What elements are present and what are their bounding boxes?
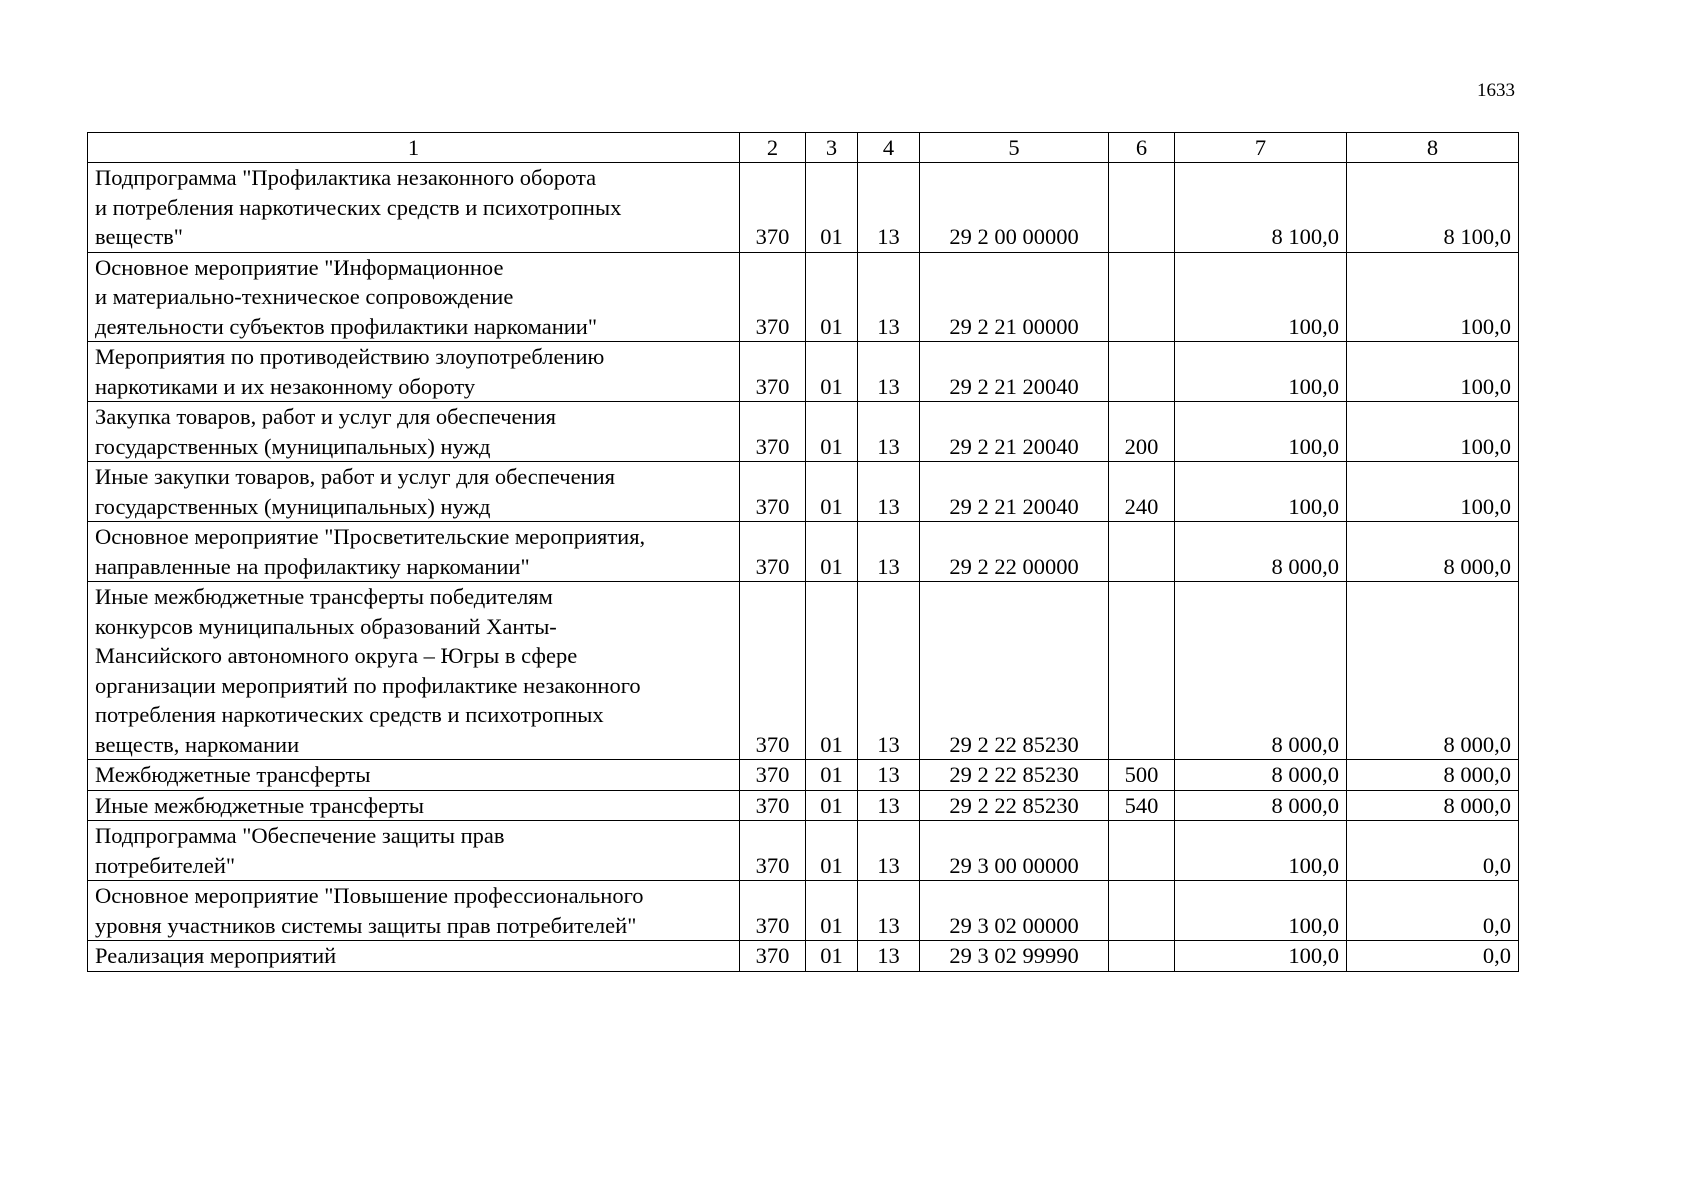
header-cell: 5 [920,133,1109,163]
ministry-code-cell: 370 [740,881,806,941]
amount-year1-cell: 100,0 [1175,462,1347,522]
subsection-code-cell: 13 [858,462,920,522]
amount-year1-cell: 8 100,0 [1175,163,1347,253]
section-code-cell: 01 [806,821,858,881]
ministry-code-cell: 370 [740,821,806,881]
subsection-code-cell: 13 [858,252,920,342]
section-code-cell: 01 [806,402,858,462]
target-article-cell: 29 2 00 00000 [920,163,1109,253]
subsection-code-cell: 13 [858,790,920,821]
item-name-cell: Подпрограмма "Профилактика незаконного оборота и потребления наркотических средств и психотропных веществ" [88,163,740,253]
ministry-code-cell: 370 [740,342,806,402]
target-article-cell: 29 2 21 00000 [920,252,1109,342]
amount-year2-cell: 0,0 [1347,821,1519,881]
amount-year1-cell: 100,0 [1175,881,1347,941]
subsection-code-cell: 13 [858,941,920,972]
item-name-cell: Закупка товаров, работ и услуг для обеспечения государственных (муниципальных) нужд [88,402,740,462]
table-body [88,163,1519,972]
amount-year2-cell: 8 000,0 [1347,790,1519,821]
section-code-cell: 01 [806,790,858,821]
item-name-cell: Иные межбюджетные трансферты [88,790,740,821]
amount-year1-cell: 100,0 [1175,941,1347,972]
subsection-code-cell: 13 [858,760,920,791]
subsection-code-cell: 13 [858,582,920,760]
ministry-code-cell: 370 [740,163,806,253]
item-name-cell: Межбюджетные трансферты [88,760,740,791]
section-code-cell: 01 [806,522,858,582]
table-row [88,163,1519,253]
expense-type-cell: 200 [1109,402,1175,462]
header-cell: 7 [1175,133,1347,163]
item-name-cell: Иные межбюджетные трансферты победителям конкурсов муниципальных образований Ханты- Мансийского автономного округа – Югры в сфере организации мероприятий по профилактике незаконного потребления наркотических средств и психотропных веществ, наркомании [88,582,740,760]
ministry-code-cell: 370 [740,941,806,972]
subsection-code-cell: 13 [858,402,920,462]
header-cell: 6 [1109,133,1175,163]
subsection-code-cell: 13 [858,342,920,402]
table-row [88,881,1519,941]
header-cell: 4 [858,133,920,163]
subsection-code-cell: 13 [858,522,920,582]
amount-year2-cell: 8 000,0 [1347,582,1519,760]
table-row [88,462,1519,522]
table-row [88,402,1519,462]
table-row [88,252,1519,342]
amount-year2-cell: 0,0 [1347,941,1519,972]
ministry-code-cell: 370 [740,760,806,791]
header-cell: 2 [740,133,806,163]
amount-year1-cell: 8 000,0 [1175,582,1347,760]
amount-year1-cell: 100,0 [1175,342,1347,402]
target-article-cell: 29 2 21 20040 [920,342,1109,402]
expense-type-cell [1109,342,1175,402]
item-name-cell: Подпрограмма "Обеспечение защиты прав потребителей" [88,821,740,881]
amount-year2-cell: 8 000,0 [1347,522,1519,582]
amount-year2-cell: 8 100,0 [1347,163,1519,253]
item-name-cell: Реализация мероприятий [88,941,740,972]
item-name-cell: Основное мероприятие "Повышение профессионального уровня участников системы защиты прав потребителей" [88,881,740,941]
section-code-cell: 01 [806,881,858,941]
item-name-cell: Основное мероприятие "Информационное и материально-техническое сопровождение деятельности субъектов профилактики наркомании" [88,252,740,342]
expense-type-cell [1109,881,1175,941]
amount-year2-cell: 0,0 [1347,881,1519,941]
table-row [88,342,1519,402]
target-article-cell: 29 2 21 20040 [920,402,1109,462]
target-article-cell: 29 2 21 20040 [920,462,1109,522]
item-name-cell: Основное мероприятие "Просветительские мероприятия, направленные на профилактику наркомании" [88,522,740,582]
header-row [88,133,1519,163]
expense-type-cell: 500 [1109,760,1175,791]
target-article-cell: 29 2 22 85230 [920,760,1109,791]
amount-year1-cell: 8 000,0 [1175,522,1347,582]
amount-year1-cell: 8 000,0 [1175,790,1347,821]
table-row [88,821,1519,881]
ministry-code-cell: 370 [740,462,806,522]
section-code-cell: 01 [806,252,858,342]
expense-type-cell: 240 [1109,462,1175,522]
expense-type-cell [1109,821,1175,881]
table-row [88,941,1519,972]
section-code-cell: 01 [806,582,858,760]
section-code-cell: 01 [806,760,858,791]
amount-year2-cell: 100,0 [1347,402,1519,462]
target-article-cell: 29 3 00 00000 [920,821,1109,881]
subsection-code-cell: 13 [858,821,920,881]
section-code-cell: 01 [806,941,858,972]
ministry-code-cell: 370 [740,402,806,462]
item-name-cell: Иные закупки товаров, работ и услуг для обеспечения государственных (муниципальных) нужд [88,462,740,522]
target-article-cell: 29 2 22 85230 [920,790,1109,821]
subsection-code-cell: 13 [858,163,920,253]
header-cell: 3 [806,133,858,163]
item-name-cell: Мероприятия по противодействию злоупотреблению наркотиками и их незаконному обороту [88,342,740,402]
subsection-code-cell: 13 [858,881,920,941]
ministry-code-cell: 370 [740,790,806,821]
amount-year2-cell: 100,0 [1347,462,1519,522]
table-row [88,582,1519,760]
table-row [88,790,1519,821]
expense-type-cell: 540 [1109,790,1175,821]
expense-type-cell [1109,163,1175,253]
table-row [88,522,1519,582]
expense-type-cell [1109,582,1175,760]
target-article-cell: 29 3 02 00000 [920,881,1109,941]
budget-table [87,132,1519,972]
amount-year1-cell: 100,0 [1175,252,1347,342]
ministry-code-cell: 370 [740,522,806,582]
amount-year1-cell: 100,0 [1175,402,1347,462]
section-code-cell: 01 [806,462,858,522]
page-number: 1633 [1477,80,1515,101]
amount-year1-cell: 8 000,0 [1175,760,1347,791]
ministry-code-cell: 370 [740,582,806,760]
amount-year2-cell: 8 000,0 [1347,760,1519,791]
table-row [88,760,1519,791]
amount-year1-cell: 100,0 [1175,821,1347,881]
expense-type-cell [1109,941,1175,972]
ministry-code-cell: 370 [740,252,806,342]
header-cell: 8 [1347,133,1519,163]
target-article-cell: 29 2 22 85230 [920,582,1109,760]
expense-type-cell [1109,522,1175,582]
amount-year2-cell: 100,0 [1347,342,1519,402]
amount-year2-cell: 100,0 [1347,252,1519,342]
section-code-cell: 01 [806,342,858,402]
header-cell: 1 [88,133,740,163]
expense-type-cell [1109,252,1175,342]
target-article-cell: 29 3 02 99990 [920,941,1109,972]
target-article-cell: 29 2 22 00000 [920,522,1109,582]
section-code-cell: 01 [806,163,858,253]
